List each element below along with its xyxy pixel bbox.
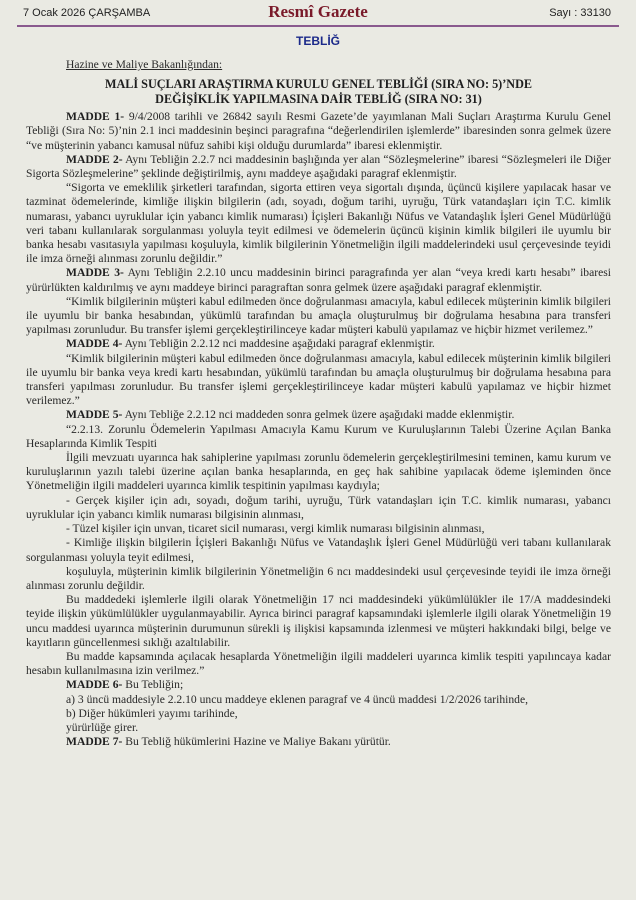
gazette-header: [17, 0, 619, 27]
issue-number: Sayı : 33130: [549, 7, 611, 19]
article-6-item-b: b) Diğer hükümleri yayımı tarihinde,: [66, 706, 238, 720]
article-text: Bu Tebliğin;: [122, 678, 184, 692]
ministry-heading: Hazine ve Maliye Bakanlığından:: [66, 58, 223, 71]
article-5-paragraph-2: Bu maddedeki işlemlerle ilgili olarak Yönetmeliğin 17 nci maddesindeki yükümlülükler ile 17/A maddesindeki teyide ilişkin yükümlülükler uygulanmayabilir. Ayrıca birinci paragraf kapsamındaki işlemlerle ilgili olarak Yönetmeliğin 19 uncu maddesi uyarınca müşterinin durumunun sürekli iş ilişkisi kapsamında izlenmesi ve müşteri hakkındaki bilgi, belge ve kayıtların güncellenmesi sıklığı azaltılabilir.: [26, 593, 611, 649]
article-6: [26, 678, 611, 692]
document-title-line-1: MALİ SUÇLARI ARAŞTIRMA KURULU GENEL TEBLİĞİ (SIRA NO: 5)’NDE: [104, 77, 533, 92]
document-body: [0, 58, 636, 749]
document-title: [26, 77, 611, 107]
article-label: MADDE 4-: [66, 337, 123, 351]
gazette-title: Resmî Gazete: [268, 2, 368, 21]
article-text: Bu Tebliğ hükümlerini Hazine ve Maliye Bakanı yürütür.: [122, 735, 391, 749]
article-6-closing: yürürlüğe girer.: [66, 720, 139, 734]
article-text: Aynı Tebliğin 2.2.10 uncu maddesinin birinci paragrafında yer alan “veya kredi kartı hesabı” ibaresi yürürlükten kaldırılmış ve aynı maddeye birinci paragraftan sonra gelmek üzere aşağıdaki paragraf eklenmiştir.: [26, 266, 611, 294]
article-2: [26, 153, 611, 181]
article-label: MADDE 5-: [66, 408, 123, 422]
article-5-intro: İlgili mevzuatı uyarınca hak sahiplerine yapılması zorunlu ödemelerin gerçekleştirilmesini teminen, kamu kurum ve kuruluşlarının yazılı talebi üzerine açılan banka hesaplarında, en geç hak sahibine yapılacak ödeme işleminden önce Yönetmeliğin ilgili maddeleri uyarınca kimlik tespitinin yapılması kaydıyla;: [26, 451, 611, 493]
document-title-line-2: DEĞİŞİKLİK YAPILMASINA DAİR TEBLİĞ (SIRA NO: 31): [155, 92, 482, 107]
section-title: TEBLİĞ: [296, 34, 340, 48]
article-label: MADDE 6-: [66, 678, 123, 692]
article-text: Aynı Tebliğin 2.2.12 nci maddesine aşağıdaki paragraf eklenmiştir.: [122, 337, 435, 351]
article-text: Aynı Tebliğin 2.2.7 nci maddesinin başlığında yer alan “Sözleşmelerine” ibaresi “Sözleşmeleri ile Diğer Sigorta Sözleşmelerine” şeklinde değiştirilmiş, aynı maddeye aşağıdaki paragraf eklenmiştir.: [26, 152, 611, 181]
article-3: [26, 266, 611, 294]
article-text: 9/4/2008 tarihli ve 26842 sayılı Resmi Gazete’de yayımlanan Mali Suçları Araştırma Kurulu Genel Tebliği (Sıra No: 5)’nin 2.1 inci maddesinin beşinci paragrafına “değerlendirilen işlemlerde” ibaresinden sonra gelmek üzere “ve müşterinin yabancı kamusal nüfuz sahibi kişi olduğu durumlarda” ibaresi eklenmiştir.: [26, 110, 611, 152]
article-5-bullet: - Gerçek kişiler için adı, soyadı, doğum tarihi, uyruğu, Türk vatandaşları için T.C. kimlik numarası, yabancı uyruklular için yabancı kimlik numarası bilgisinin alınması,: [26, 493, 611, 521]
article-label: MADDE 7-: [66, 735, 123, 749]
article-5-condition: koşuluyla, müşterinin kimlik bilgilerinin Yönetmeliğin 6 ncı maddesindeki usul çerçevesinde teyidi ile imza örneği alınması zorunlu değildir.: [26, 564, 611, 592]
article-4-quote: “Kimlik bilgilerinin müşteri kabul edilmeden önce doğrulanması amacıyla, kabul edilecek müşterinin kimlik bilgileri ile uyumlu bir banka veya kredi kartı hesabından, yükümlü tarafından bu amaçla oluşturulmuş bir doğrulama hesabına para transferi yapılması zorunludur. Bu transfer işlemi gerçekleştirilinceye kadar müşteri kabulü yapılamaz ve hiçbir hizmet verilemez.”: [26, 351, 611, 408]
article-4: [26, 337, 611, 351]
article-2-quote: “Sigorta ve emeklilik şirketleri tarafından, sigorta ettiren veya sigortalı dışında, üçüncü kişilere yapılacak hasar ve tazminat ödemelerinde, kimliğe ilişkin bilgilerin (adı, soyadı, doğum tarihi, uyruğu, Türk vatandaşları için T.C. kimlik numarası, yabancı uyruklular için yabancı kimlik numarası) İçişleri Bakanlığı Nüfus ve Vatandaşlık İşleri Genel Müdürlüğü veri tabanı kullanılarak sorgulanması yoluyla teyit edilmesi ve ödemelerin üçüncü kişinin kimlik bilgileri ile uyumlu bir banka hesabı vasıtasıyla yapılması koşuluyla, kimlik bilgilerinin Yönetmeliğin ilgili maddelerindeki usul çerçevesinde teyidi ile imza örneği alınması zorunlu değildir.”: [26, 181, 611, 266]
article-label: MADDE 3-: [66, 266, 124, 280]
article-text: Aynı Tebliğe 2.2.12 nci maddeden sonra gelmek üzere aşağıdaki madde eklenmiştir.: [122, 408, 515, 422]
article-1: [26, 110, 611, 153]
article-5-bullet: - Kimliğe ilişkin bilgilerin İçişleri Bakanlığı Nüfus ve Vatandaşlık İşleri Genel Müdürlüğü veri tabanı kullanılarak sorgulanması yoluyla teyit edilmesi,: [26, 536, 611, 564]
article-label: MADDE 2-: [66, 152, 123, 166]
article-7: [26, 735, 611, 749]
article-6-item-a: a) 3 üncü maddesiyle 2.2.10 uncu maddeye eklenen paragraf ve 4 üncü maddesi 1/2/2026 tarihinde,: [66, 692, 528, 706]
article-label: MADDE 1-: [66, 110, 125, 124]
article-5-paragraph-3: Bu madde kapsamında açılacak hesaplarda Yönetmeliğin ilgili maddeleri uyarınca kimlik tespiti yapılıncaya kadar hesabın kullanılmasına izin verilmez.”: [26, 649, 611, 678]
article-5-bullet: - Tüzel kişiler için unvan, ticaret sicil numarası, vergi kimlik numarası bilgisinin alınması,: [66, 522, 485, 536]
article-3-quote: “Kimlik bilgilerinin müşteri kabul edilmeden önce doğrulanması amacıyla, kabul edilecek müşterinin kimlik bilgileri ile uyumlu bir banka hesabından, yükümlü tarafından bu amaçla oluşturulmuş bir doğrulama hesabına para transferi yapılması zorunludur. Bu transfer işlemi gerçekleştirilinceye kadar müşteri kabulü yapılamaz ve hiçbir hizmet verilemez.”: [26, 294, 611, 337]
article-5: [26, 408, 611, 422]
issue-date: 7 Ocak 2026 ÇARŞAMBA: [23, 7, 151, 19]
article-5-heading: “2.2.13. Zorunlu Ödemelerin Yapılması Amacıyla Kamu Kurum ve Kuruluşlarının Talebi Üzerine Açılan Banka Hesaplarında Kimlik Tespiti: [26, 422, 611, 450]
